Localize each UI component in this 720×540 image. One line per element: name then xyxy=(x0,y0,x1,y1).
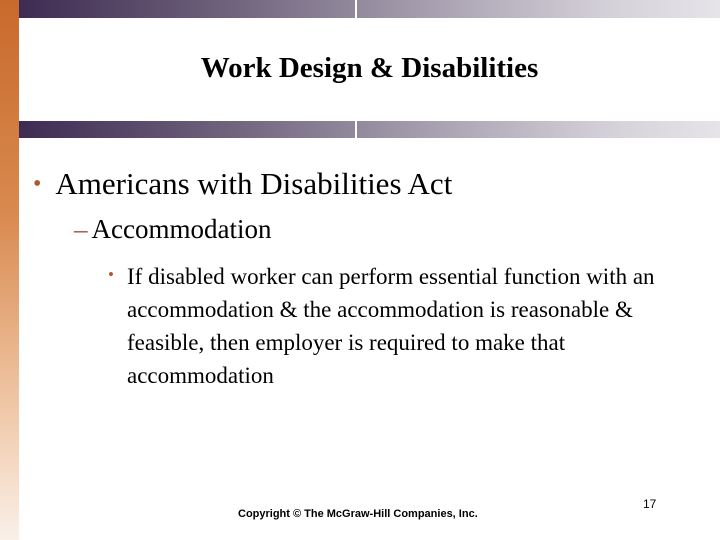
title-underline-band xyxy=(19,121,720,138)
slide-title: Work Design & Disabilities xyxy=(200,52,539,84)
band-divider xyxy=(355,121,357,138)
bullet-level1-text: Americans with Disabilities Act xyxy=(55,166,453,201)
dash-marker: – xyxy=(74,214,88,244)
band-divider xyxy=(355,0,357,18)
left-accent-bar xyxy=(0,0,19,540)
bullet-marker: • xyxy=(108,265,114,284)
bullet-level2-text: Accommodation xyxy=(91,214,272,244)
copyright-notice: Copyright © The McGraw-Hill Companies, Inc. xyxy=(238,508,478,520)
bullet-level2 xyxy=(74,214,271,245)
page-number: 17 xyxy=(643,497,657,511)
bullet-level3-text: If disabled worker can perform essential function with an accommodation & the accommodation is reasonable & feasible, then employer is required to make that accommodation xyxy=(127,264,655,388)
top-decorative-band xyxy=(19,0,720,18)
bullet-marker: • xyxy=(33,171,42,197)
bullet-level1 xyxy=(33,166,452,202)
